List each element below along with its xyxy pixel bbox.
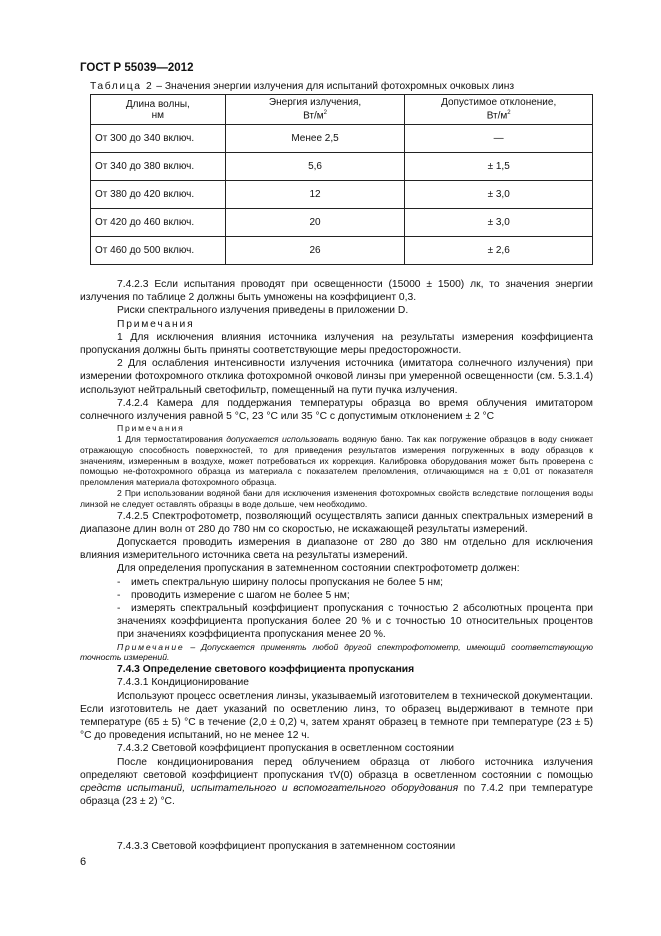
page-number: 6 (80, 856, 87, 868)
section-heading: 7.4.3 Определение светового коэффициента пропускания (117, 664, 415, 676)
table-row (91, 153, 593, 181)
subsection-heading: 7.4.3.3 Световой коэффициент пропускания в затемненном состоянии (117, 841, 456, 852)
cell-wavelength: От 340 до 380 включ. (91, 153, 226, 181)
paragraph: 7.4.2.5 Спектрофотометр, позволяющий осуществлять записи данных спектральных измерений в диапазоне длин волн от 280 до 780 нм со скоростью, не искажающей результаты измерений. (80, 510, 593, 535)
list-item: - иметь спектральную ширину полосы пропускания не более 5 нм; (117, 576, 444, 588)
col-header-wavelength: Длина волны, нм (91, 95, 226, 125)
small-note: Примечание – Допускается применять любой другой спектрофотометр, имеющий соответствующую точность измерений. (80, 641, 593, 663)
col-header-energy: Энергия излучения, $Вт/м^2$ (225, 95, 405, 125)
cell-deviation: ± 2,6 (405, 237, 593, 265)
body-text-end (80, 840, 593, 853)
paragraph: Используют процесс осветления линзы, указываемый изготовителем в технической документации. Если изготовитель не дает указаний по осветлению линз, то образец выдерживают в темноте при температуре (65 ± 5) °С в течение (2,0 ± 0,2) ч, затем хранят образец в темноте при температуре (23 ± 5) °С до проведения испытаний, но не менее 12 ч. (80, 690, 593, 742)
list-item: - проводить измерение с шагом не более 5 нм; (117, 589, 350, 601)
table-caption (90, 81, 514, 92)
table-row (91, 237, 593, 265)
table-caption-text: – Значения энергии излучения для испытаний фотохромных очковых линз (153, 81, 515, 92)
cell-wavelength: От 300 до 340 включ. (91, 125, 226, 153)
table-row (91, 209, 593, 237)
cell-deviation: ± 1,5 (405, 153, 593, 181)
cell-wavelength: От 420 до 460 включ. (91, 209, 226, 237)
paragraph: Допускается проводить измерения в диапазоне от 280 до 380 нм отдельно для исключения влияния измерительного источника света на результаты измерений. (80, 537, 593, 562)
cell-energy: 12 (225, 181, 405, 209)
table-header-row (91, 95, 593, 125)
paragraph: После кондиционирования перед облучением образца от любого источника излучения определяют световой коэффициент пропускания τV(0) образца в осветленном состоянии с помощью средств испытаний, испытательного и вспомогательного оборудования по 7.4.2 при температуре образца (23 ± 2) °С. (80, 756, 593, 808)
cell-deviation: ± 3,0 (405, 209, 593, 237)
subsection-heading: 7.4.3.2 Световой коэффициент пропускания в осветленном состоянии (117, 743, 455, 755)
paragraph: 7.4.2.3 Если испытания проводят при освещенности (15000 ± 1500) лк, то значения энергии излучения по таблице 2 должны быть умножены на коэффициент 0,3. (80, 279, 593, 304)
small-note: 1 Для термостатирования допускается использовать водяную баню. Так как погружение образцов в воду снижает отражающую способность поверхностей, то для приведения результатов измерения погруженных в воду образцов к значениям, измеренным в воздухе, может потребоваться их коррекция. Калибровка оборудования может быть проверена с помощью не-фотохромного образца из материала с показателем преломления, отличающимся на ± 0,01 от показателя преломления материала фотохромного образца. (80, 434, 594, 488)
paragraph: 2 Для ослабления интенсивности излучения источника (имитатора солнечного излучения) при измерении фотохромного отклика фотохромной очковой линзы при умеренной освещенности (см. 5.3.1.4) используют нейтральный светофильтр, помещенный на пути пучка излучения. (80, 358, 593, 396)
paragraph: 1 Для исключения влияния источника излучения на результаты измерения коэффициента пропускания должны быть приняты соответствующие меры предосторожности. (80, 331, 593, 357)
cell-deviation: — (405, 125, 593, 153)
table-row (91, 125, 593, 153)
small-note: 2 При использовании водяной бани для исключения изменения фотохромных свойств вследствие поглощения воды линзой не следует оставлять образцы в воде дольше, чем необходимо. (80, 488, 593, 509)
cell-energy: 5,6 (225, 153, 405, 181)
cell-deviation: ± 3,0 (405, 181, 593, 209)
list-item: - измерять спектральный коэффициент пропускания с точностью 2 абсолютных процента при значениях коэффициента пропускания более 20 % и с точностью 10 относительных процентов при значениях коэффициента пропускания менее 20 %. (117, 603, 593, 641)
radiation-table (90, 94, 593, 265)
cell-energy: 20 (225, 209, 405, 237)
notes-heading: Примечания (117, 318, 195, 330)
cell-energy: 26 (225, 237, 405, 265)
cell-wavelength: От 460 до 500 включ. (91, 237, 226, 265)
cell-energy: Менее 2,5 (225, 125, 405, 153)
notes-heading: Примечания (117, 423, 185, 434)
subsection-heading: 7.4.3.1 Кондиционирование (117, 677, 250, 689)
paragraph: Риски спектрального излучения приведены в приложении D. (117, 305, 409, 317)
table-caption-label: Таблица 2 (90, 81, 154, 92)
paragraph: 7.4.2.4 Камера для поддержания температуры образца во время облучения имитатором солнечного излучения равной 5 °С, 23 °С или 35 °С с допустимым отклонением ± 2 °С (80, 397, 593, 423)
paragraph: Для определения пропускания в затемненном состоянии спектрофотометр должен: (117, 563, 520, 575)
col-header-deviation: Допустимое отклонение, $Вт/м^2$ (405, 95, 593, 125)
table-row (91, 181, 593, 209)
document-header: ГОСТ Р 55039—2012 (80, 62, 194, 74)
cell-wavelength: От 380 до 420 включ. (91, 181, 226, 209)
body-text (80, 278, 593, 808)
